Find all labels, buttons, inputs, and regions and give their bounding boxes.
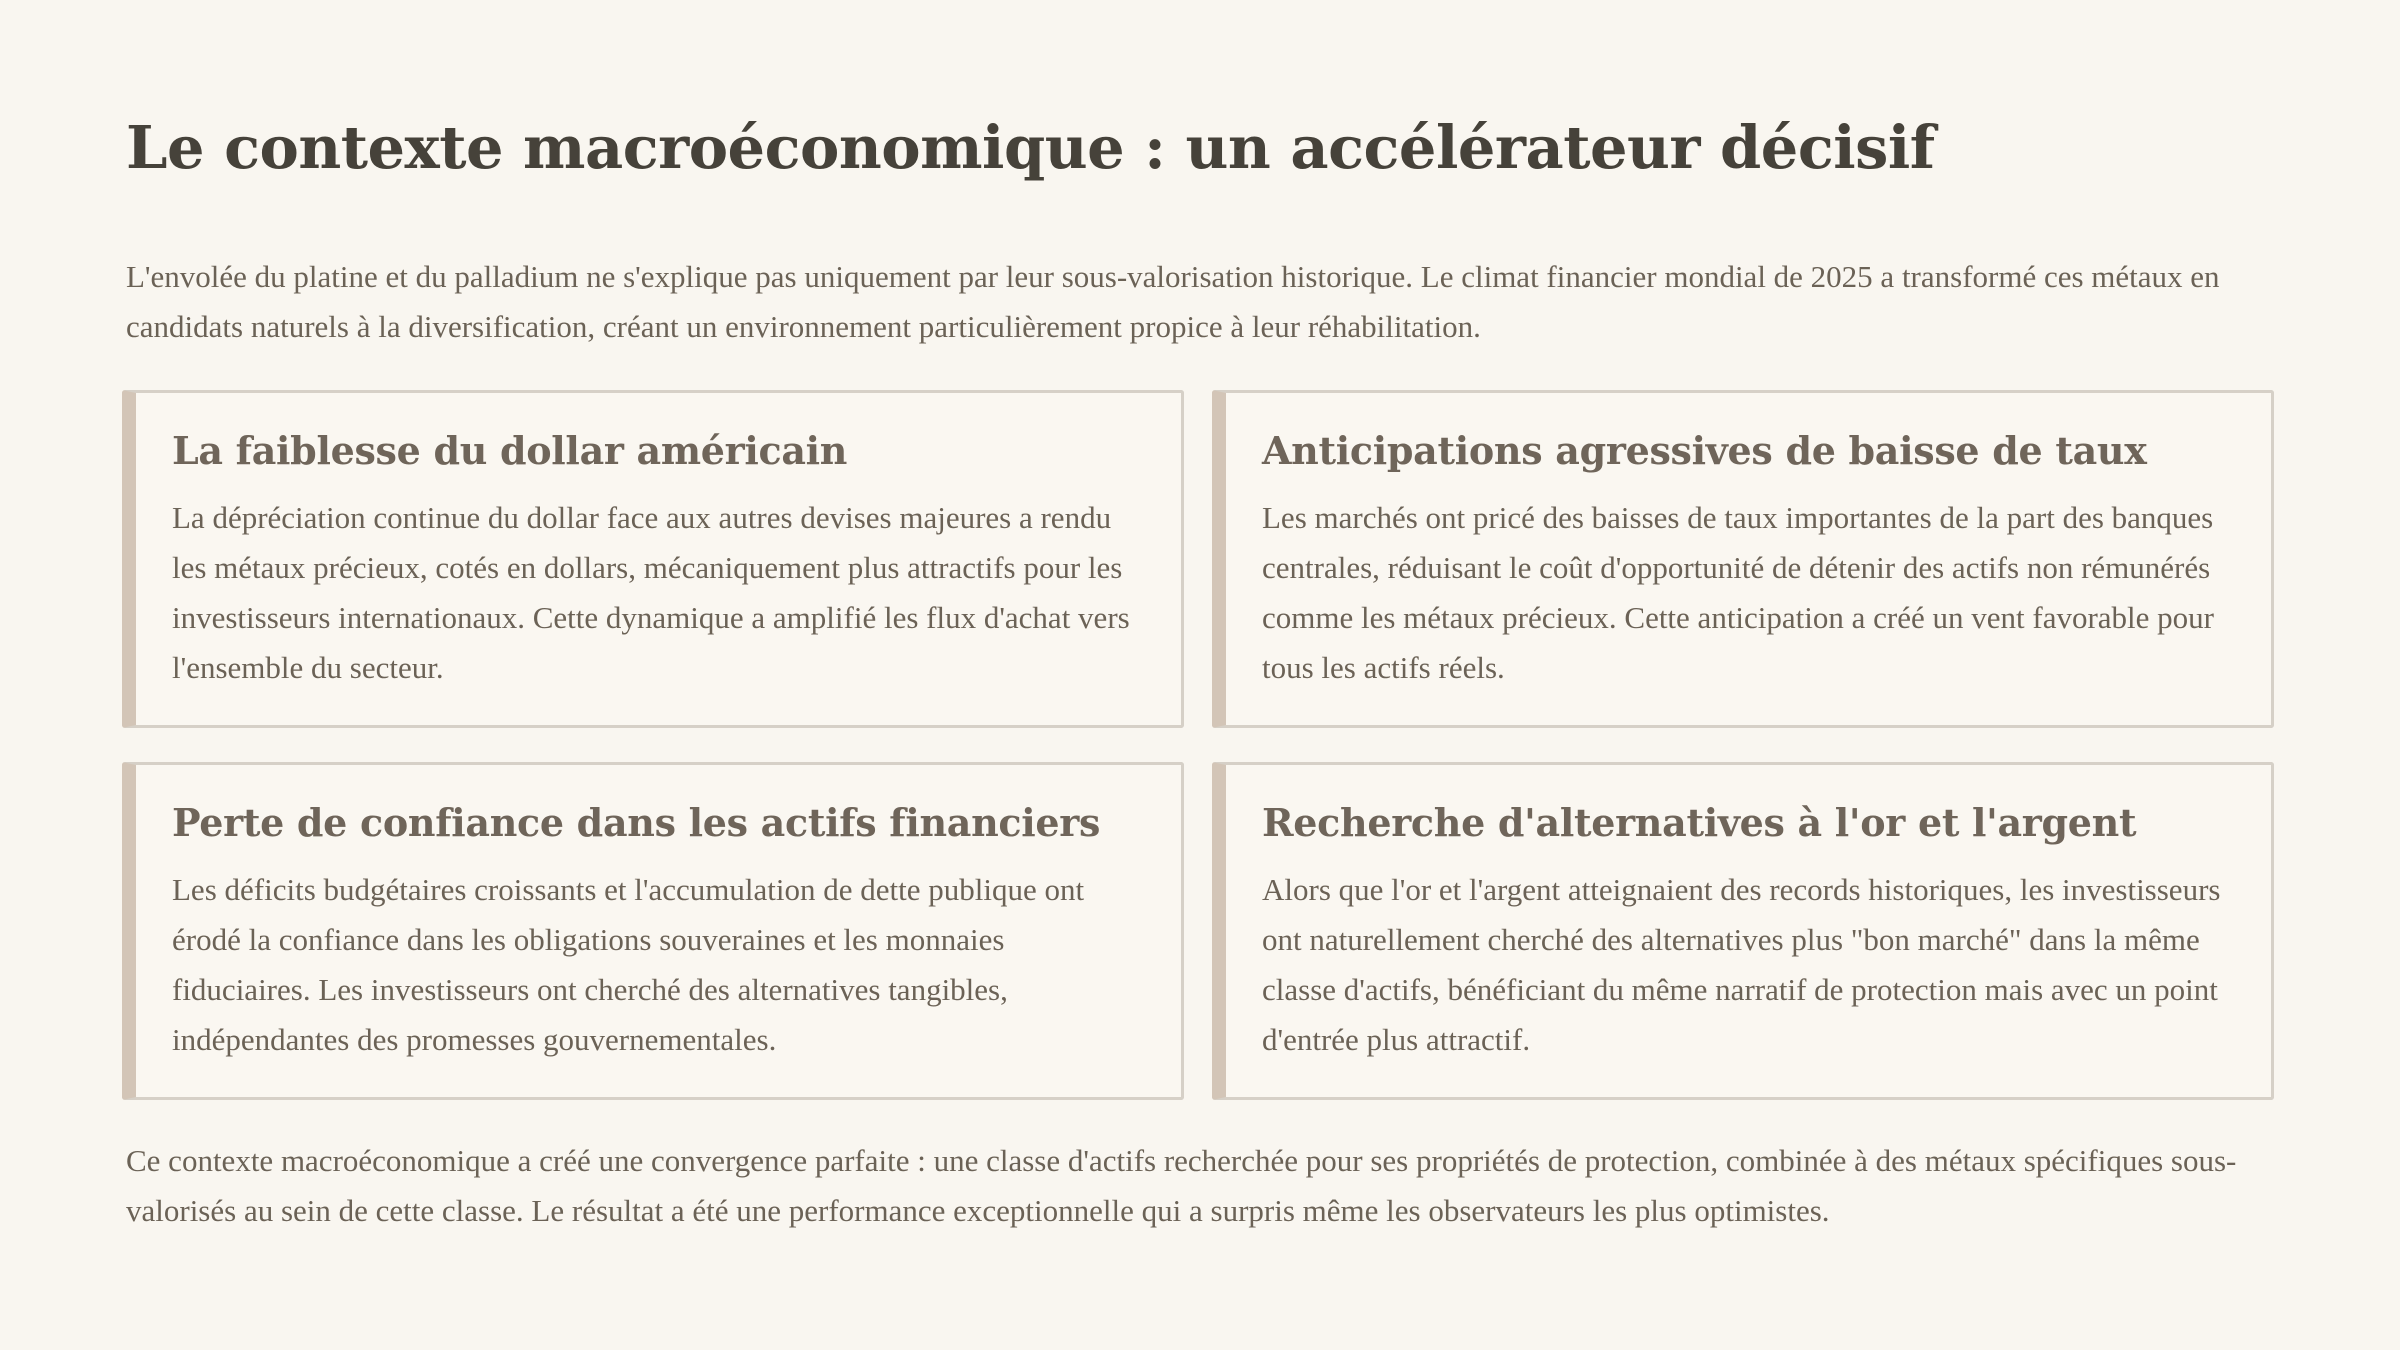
card-body: La dépréciation continue du dollar face aux autres devises majeures a rendu les métaux précieux, cotés en dollars, mécaniquement plus attractifs pour les investisseurs internationaux. Cette dynamique a amplifié les flux d'achat vers l'ensemble du secteur. — [172, 500, 1130, 685]
card-rate-cuts — [1212, 390, 2274, 728]
card-heading: Recherche d'alternatives à l'or et l'argent — [1262, 800, 2137, 845]
card-heading: Anticipations agressives de baisse de taux — [1262, 428, 2147, 473]
card-confidence-loss — [122, 762, 1184, 1100]
intro-paragraph: L'envolée du platine et du palladium ne s'explique pas uniquement par leur sous-valorisation historique. Le climat financier mondial de 2025 a transformé ces métaux en candidats naturels à la diversification, créant un environnement particulièrement propice à leur réhabilitation. — [126, 259, 2220, 344]
card-alternatives — [1212, 762, 2274, 1100]
card-dollar-weakness — [122, 390, 1184, 728]
card-body: Les marchés ont pricé des baisses de taux importantes de la part des banques centrales, réduisant le coût d'opportunité de détenir des actifs non rémunérés comme les métaux précieux. Cette anticipation a créé un vent favorable pour tous les actifs réels. — [1262, 500, 2214, 685]
card-body: Alors que l'or et l'argent atteignaient des records historiques, les investisseurs ont naturellement cherché des alternatives plus "bon marché" dans la même classe d'actifs, bénéficiant du même narratif de protection mais avec un point d'entrée plus attractif. — [1262, 872, 2221, 1057]
page-title: Le contexte macroéconomique : un accélérateur décisif — [126, 113, 1935, 182]
card-heading: La faiblesse du dollar américain — [172, 428, 848, 473]
card-body: Les déficits budgétaires croissants et l'accumulation de dette publique ont érodé la confiance dans les obligations souveraines et les monnaies fiduciaires. Les investisseurs ont cherché des alternatives tangibles, indépendantes des promesses gouvernementales. — [172, 872, 1085, 1057]
factors-grid — [122, 390, 2274, 1100]
conclusion-paragraph: Ce contexte macroéconomique a créé une convergence parfaite : une classe d'actifs recherchée pour ses propriétés de protection, combinée à des métaux spécifiques sous-valorisés au sein de cette classe. Le résultat a été une performance exceptionnelle qui a surpris même les observateurs les plus optimistes. — [126, 1143, 2237, 1228]
card-heading: Perte de confiance dans les actifs financiers — [172, 800, 1101, 845]
